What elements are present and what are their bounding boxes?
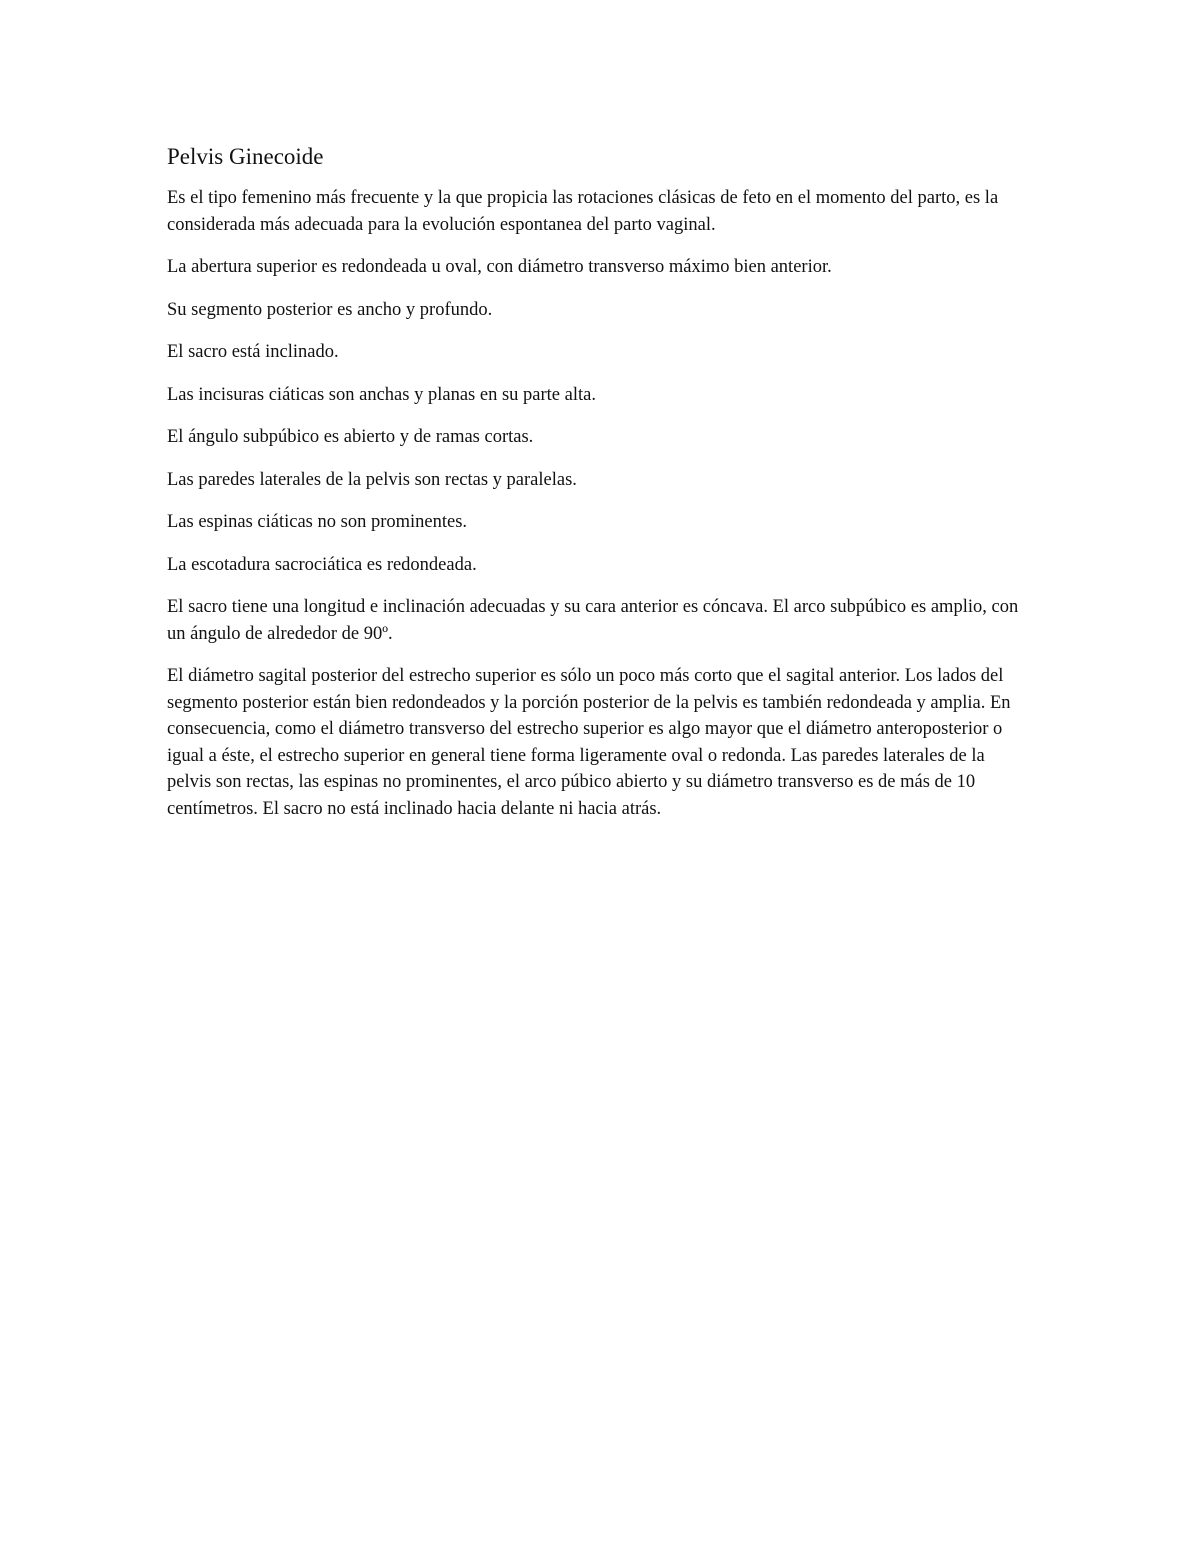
document-body bbox=[167, 142, 1033, 838]
paragraph: Las incisuras ciáticas son anchas y planas en su parte alta. bbox=[167, 384, 596, 405]
paragraph: La escotadura sacrociática es redondeada. bbox=[167, 554, 477, 575]
paragraph: El diámetro sagital posterior del estrecho superior es sólo un poco más corto que el sagital anterior. Los lados del segmento posterior están bien redondeados y la porción posterior de la pelvis es también redondeada y amplia. En consecuencia, como el diámetro transverso del estrecho superior es algo mayor que el diámetro anteroposterior o igual a éste, el estrecho superior en general tiene forma ligeramente oval o redonda. Las paredes laterales de la pelvis son rectas, las espinas no prominentes, el arco púbico abierto y su diámetro transverso es de más de 10 centímetros. El sacro no está inclinado hacia delante ni hacia atrás. bbox=[167, 666, 1011, 819]
paragraph: Las paredes laterales de la pelvis son rectas y paralelas. bbox=[167, 469, 577, 490]
paragraph: El ángulo subpúbico es abierto y de ramas cortas. bbox=[167, 427, 534, 447]
paragraph: La abertura superior es redondeada u oval, con diámetro transverso máximo bien anterior. bbox=[167, 257, 832, 277]
paragraph: Las espinas ciáticas no son prominentes. bbox=[167, 512, 468, 532]
paragraph: El sacro tiene una longitud e inclinación adecuadas y su cara anterior es cóncava. El arco subpúbico es amplio, con un ángulo de alrededor de 90º. bbox=[167, 597, 1019, 644]
paragraph: Es el tipo femenino más frecuente y la que propicia las rotaciones clásicas de feto en el momento del parto, es la considerada más adecuada para la evolución espontanea del parto vaginal. bbox=[167, 188, 999, 235]
document-title: Pelvis Ginecoide bbox=[167, 144, 324, 169]
paragraph: Su segmento posterior es ancho y profundo. bbox=[167, 299, 493, 320]
paragraph: El sacro está inclinado. bbox=[167, 342, 339, 362]
